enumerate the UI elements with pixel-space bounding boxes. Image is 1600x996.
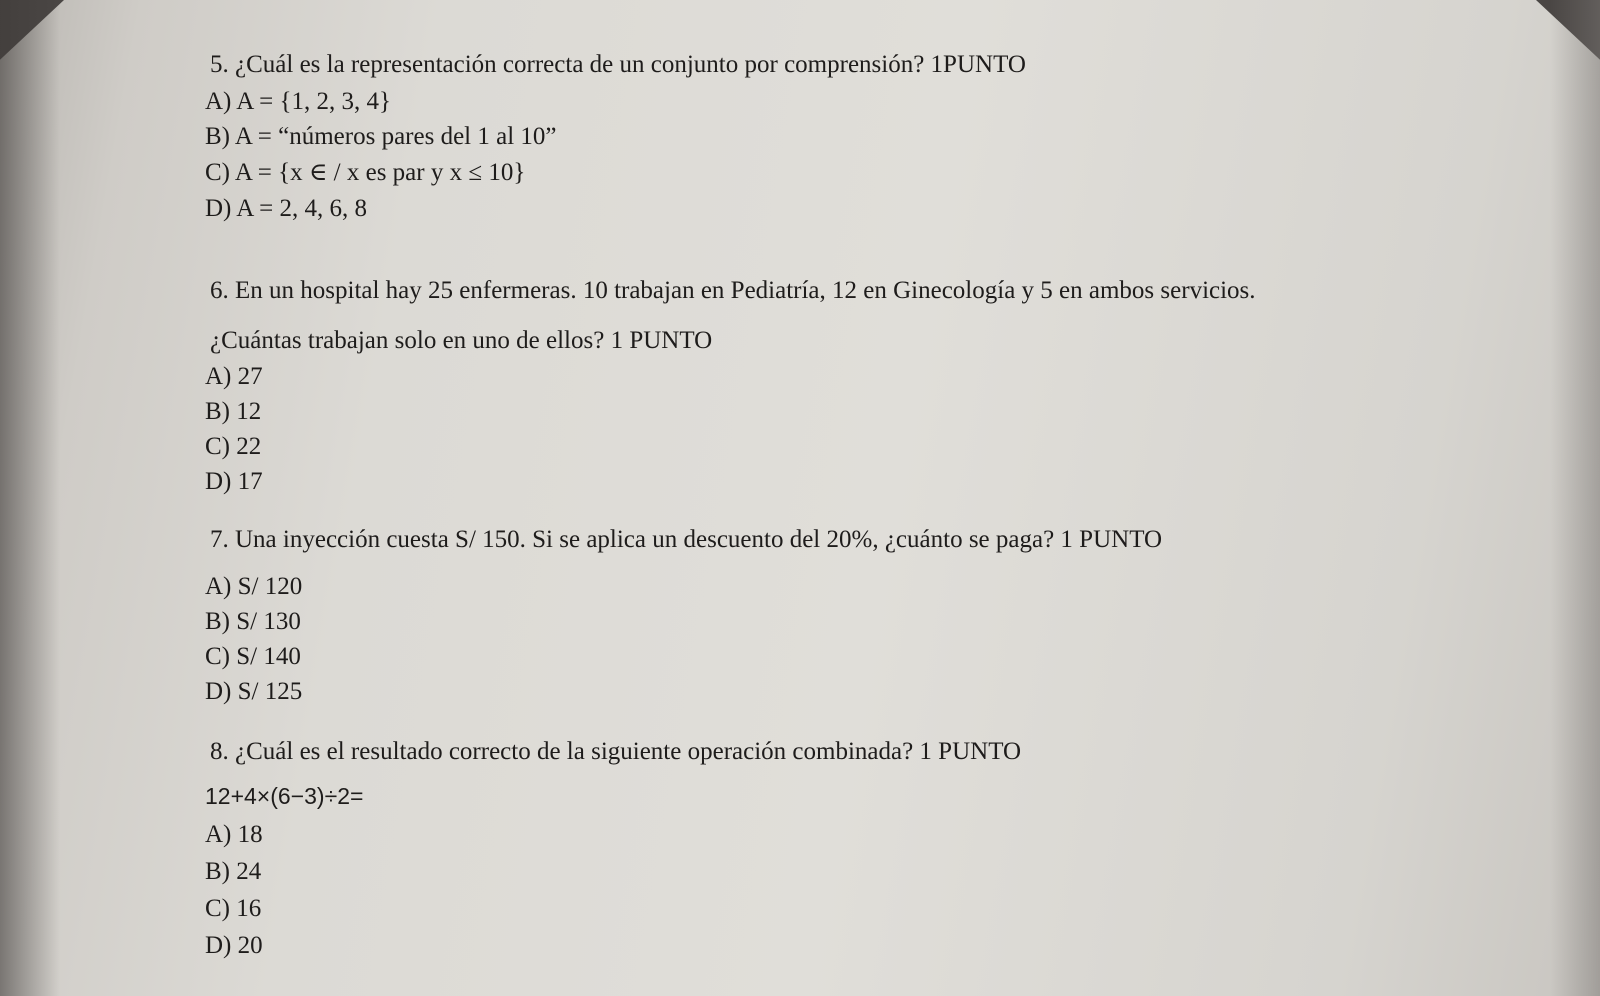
q7-option-d: D) S/ 125 xyxy=(205,678,303,705)
q5-option-a: A) A = {1, 2, 3, 4} xyxy=(205,88,392,115)
q7-option-a: A) S/ 120 xyxy=(205,573,303,600)
question-6-line-2: ¿Cuántas trabajan solo en uno de ellos? 1 PUNTO xyxy=(210,327,713,354)
question-7: 7. Una inyección cuesta S/ 150. Si se aplica un descuento del 20%, ¿cuánto se paga? 1 PUNTO xyxy=(210,526,1163,553)
q5-option-d: D) A = 2, 4, 6, 8 xyxy=(205,195,368,222)
q7-option-b: B) S/ 130 xyxy=(205,608,301,635)
q8-option-d: D) 20 xyxy=(205,932,263,959)
q6-option-c: C) 22 xyxy=(205,433,262,460)
q8-option-a: A) 18 xyxy=(205,821,263,848)
question-6-line-1: 6. En un hospital hay 25 enfermeras. 10 trabajan en Pediatría, 12 en Ginecología y 5 en ambos servicios. xyxy=(210,277,1256,304)
q5-option-b: B) A = “números pares del 1 al 10” xyxy=(205,123,557,150)
q6-option-b: B) 12 xyxy=(205,398,262,425)
q6-option-d: D) 17 xyxy=(205,468,263,495)
q5-option-c: C) A = {x ∈ / x es par y x ≤ 10} xyxy=(205,159,526,186)
paper-shadow-left xyxy=(0,0,60,996)
q8-option-b: B) 24 xyxy=(205,858,262,885)
q8-expression: 12+4×(6−3)÷2= xyxy=(205,783,364,809)
q6-option-a: A) 27 xyxy=(205,363,263,390)
q7-option-c: C) S/ 140 xyxy=(205,643,301,670)
question-5: 5. ¿Cuál es la representación correcta de un conjunto por comprensión? 1PUNTO xyxy=(210,51,1026,78)
question-8: 8. ¿Cuál es el resultado correcto de la siguiente operación combinada? 1 PUNTO xyxy=(210,738,1022,765)
q8-option-c: C) 16 xyxy=(205,895,262,922)
paper-shadow-right xyxy=(1550,0,1600,996)
